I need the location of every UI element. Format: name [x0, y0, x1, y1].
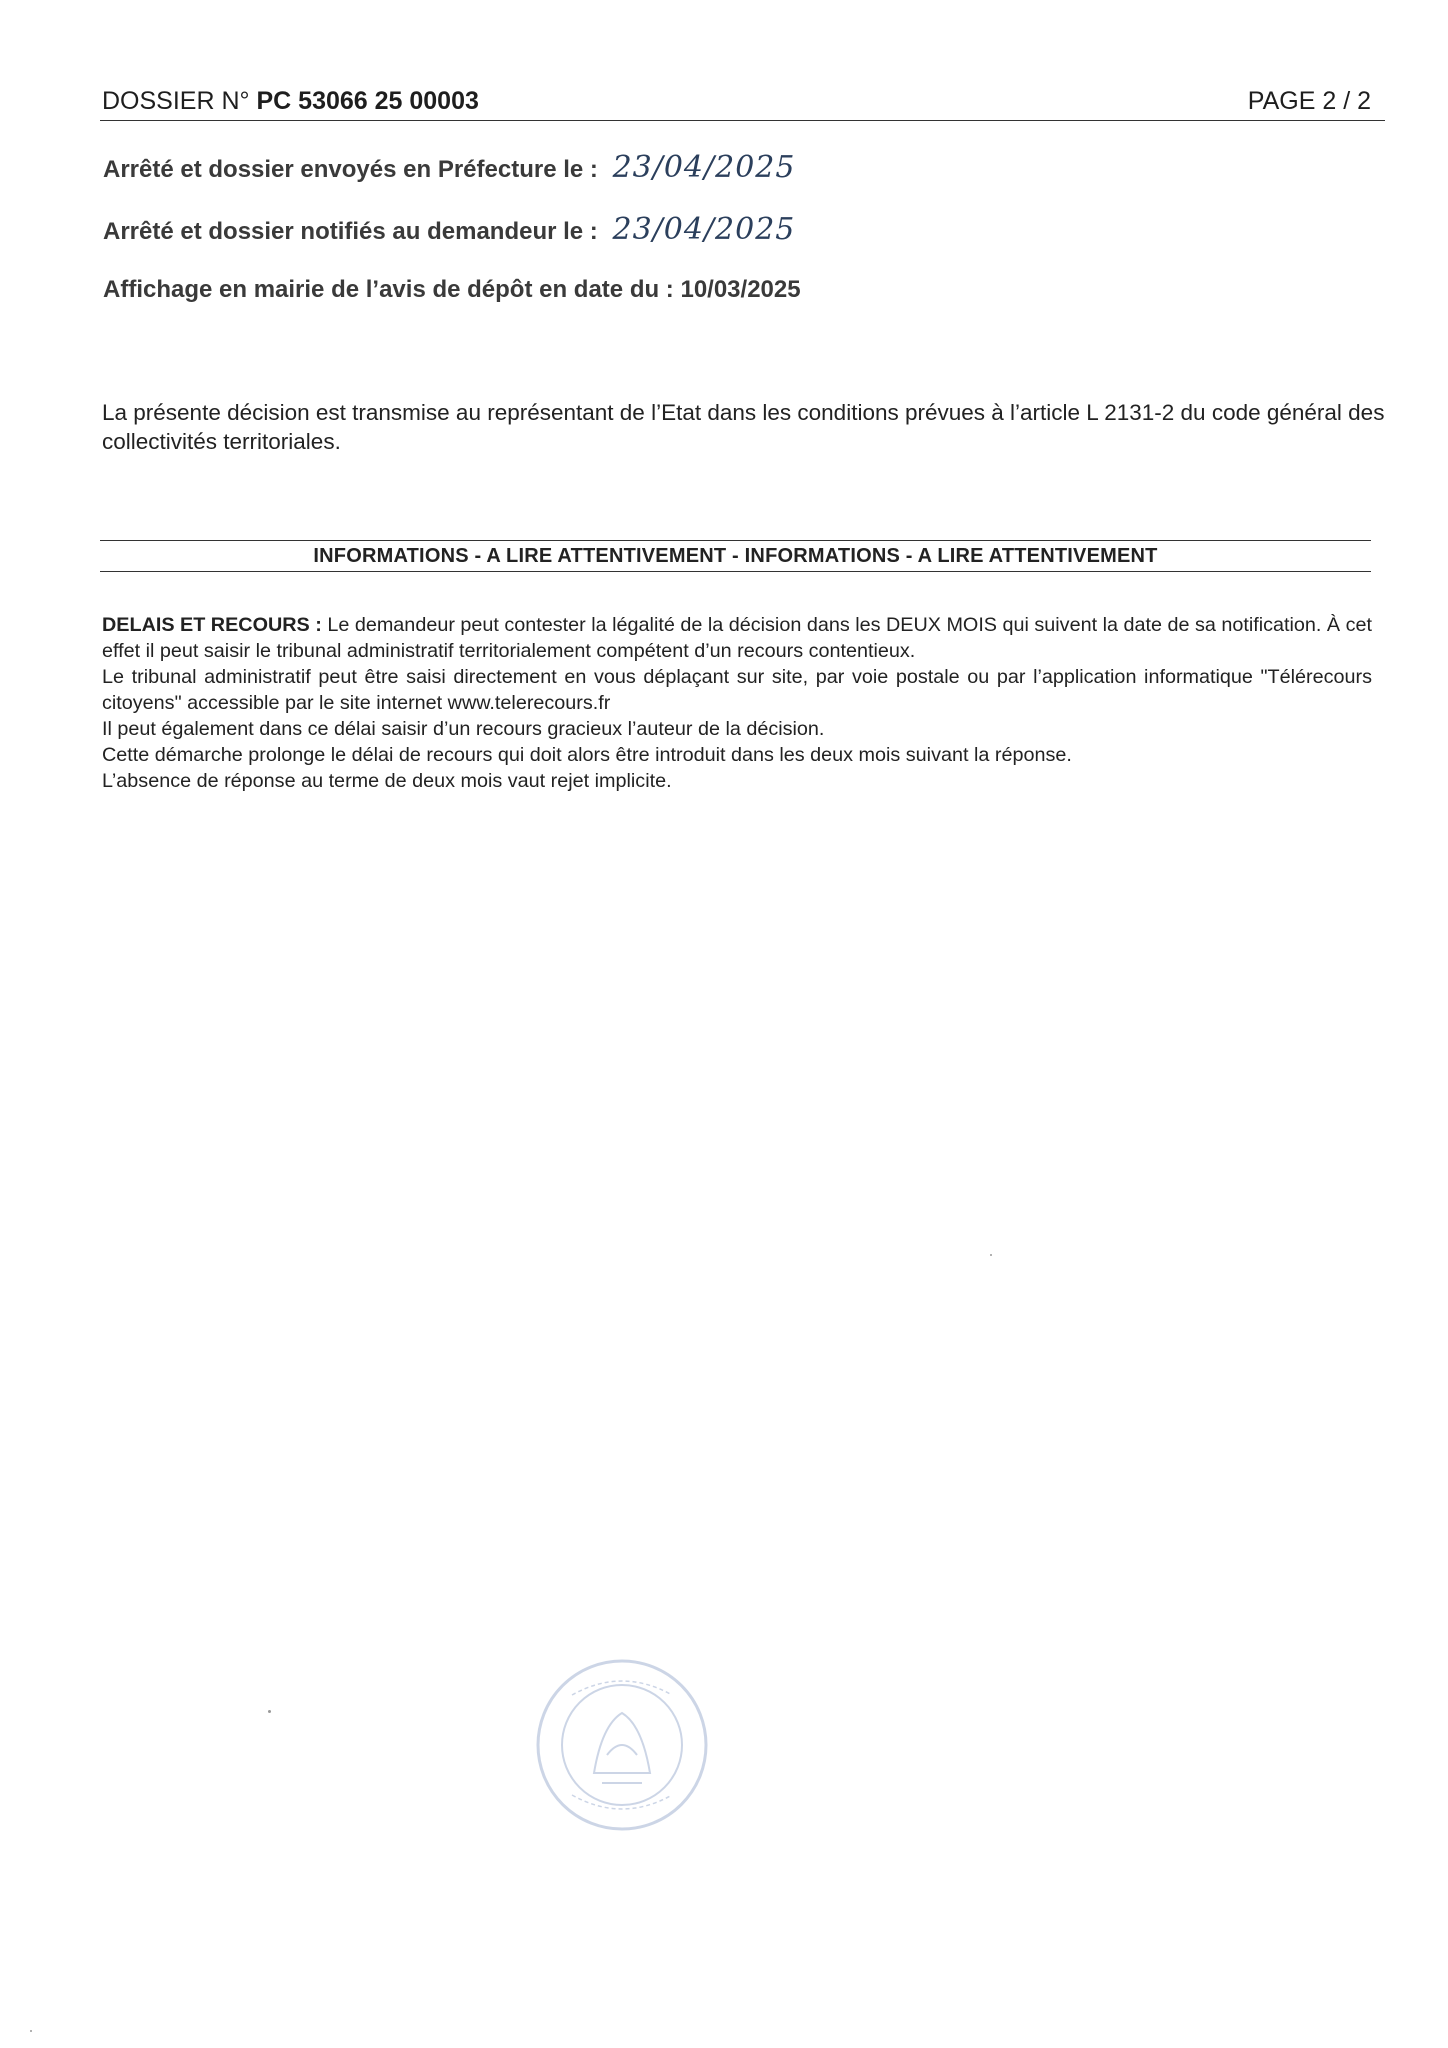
- dossier-reference: [102, 86, 479, 116]
- dossier-prefix: DOSSIER N°: [102, 87, 250, 115]
- information-banner: INFORMATIONS - A LIRE ATTENTIVEMENT - INFORMATIONS - A LIRE ATTENTIVEMENT: [100, 540, 1371, 572]
- page-number: PAGE 2 / 2: [1247, 87, 1371, 115]
- recours-heading: DELAIS ET RECOURS :: [102, 614, 322, 636]
- recours-paragraph-1-text: Le demandeur peut contester la légalité de la décision dans les DEUX MOIS qui suivent la date de sa notification. À cet effet il peut saisir le tribunal administratif territorialement compétent d’un recours contentieux.: [102, 614, 1373, 662]
- prefecture-label: Arrêté et dossier envoyés en Préfecture le :: [103, 156, 598, 183]
- notification-label: Arrêté et dossier notifiés au demandeur le :: [103, 218, 598, 245]
- affichage-date-line: [103, 276, 801, 304]
- recours-paragraph-5: L’absence de réponse au terme de deux mois vaut rejet implicite.: [102, 770, 672, 792]
- scan-speck: [30, 2030, 32, 2032]
- recours-paragraph-3: Il peut également dans ce délai saisir d’un recours gracieux l’auteur de la décision.: [102, 718, 825, 740]
- recours-paragraph-2: Le tribunal administratif peut être saisi directement en vous déplaçant sur site, par voie postale ou par l’application informatique "Télérecours citoyens" accessible par le site internet www.telerecours.fr: [102, 666, 1372, 714]
- scan-speck: [990, 1254, 992, 1256]
- prefecture-handwritten-date: 23/04/2025: [612, 150, 796, 185]
- municipal-seal-stamp: [532, 1655, 712, 1835]
- recours-paragraph-4: Cette démarche prolonge le délai de recours qui doit alors être introduit dans les deux mois suivant la réponse.: [102, 744, 1072, 766]
- notification-date-line: [103, 212, 795, 247]
- recours-paragraph-1: [102, 612, 1372, 664]
- notification-handwritten-date: 23/04/2025: [612, 212, 796, 247]
- scan-speck: [268, 1710, 271, 1713]
- dossier-number: PC 53066 25 00003: [256, 87, 479, 115]
- prefecture-date-line: [103, 150, 795, 185]
- affichage-date: 10/03/2025: [680, 276, 801, 303]
- document-header: [100, 86, 1385, 121]
- affichage-label: Affichage en mairie de l’avis de dépôt en date du :: [103, 276, 674, 303]
- transmission-paragraph: La présente décision est transmise au représentant de l’Etat dans les conditions prévues à l’article L 2131-2 du code général des collectivités territoriales.: [102, 400, 1385, 454]
- delais-recours-section: [102, 612, 1372, 794]
